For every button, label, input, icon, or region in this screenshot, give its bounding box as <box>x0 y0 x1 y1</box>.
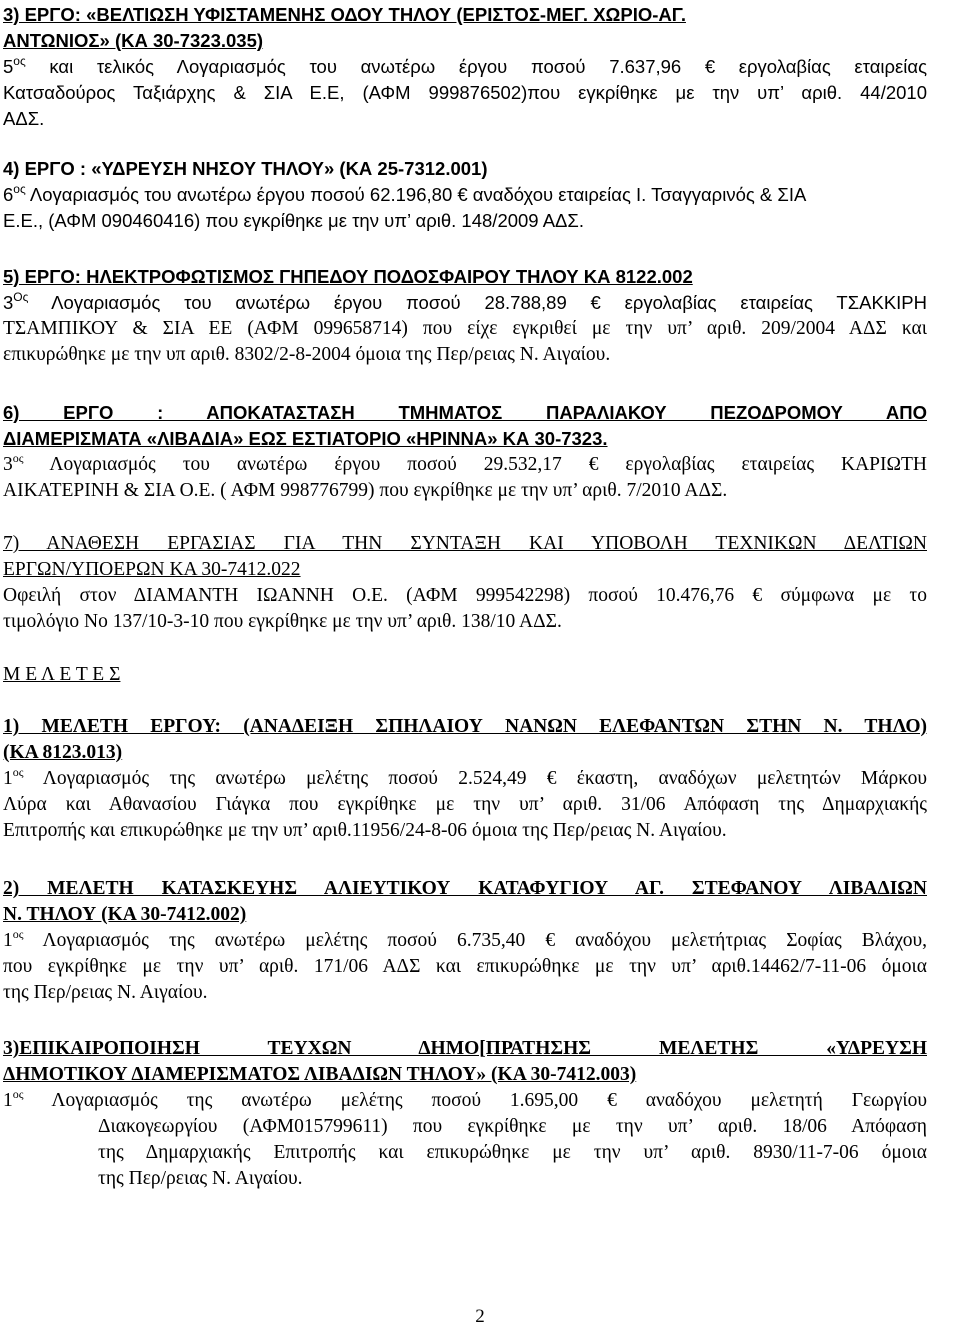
study-3-title-line-2: ΔΗΜΟΤΙΚΟΥ ΔΙΑΜΕΡΙΣΜΑΤΟΣ ΛΙΒΑΔΙΩΝ ΤΗΛΟΥ» (ΚΑ 30-7412.003) <box>3 1064 637 1085</box>
ordinal: 5 <box>3 56 14 77</box>
section-3-title-line-1: 3) ΕΡΓΟ: «ΒΕΛΤΙΩΣΗ ΥΦΙΣΤΑΜΕΝΗΣ ΟΔΟΥ ΤΗΛΟΥ (ΕΡΙΣΤΟΣ-ΜΕΓ. ΧΩΡΙΟ-ΑΓ. <box>3 4 686 25</box>
body-text: Λογαριασμός της ανωτέρω μελέτης ποσού 6.735,40 € αναδόχου μελετήτριας Σοφίας Βλάχου, <box>23 930 927 951</box>
study-3-body-line-2: Διακογεωργίου (ΑΦΜ015799611) που εγκρίθηκε με την υπ’ αριθ. 18/06 Απόφαση <box>98 1116 927 1137</box>
section-7-body-line-1: Οφειλή στον ΔΙΑΜΑΝΤΗ ΙΩΑΝΝΗ Ο.Ε. (ΑΦΜ 999542298) ποσού 10.476,76 € σύμφωνα με το <box>3 585 927 606</box>
studies-heading: Μ Ε Λ Ε Τ Ε Σ <box>3 664 121 685</box>
ordinal: 1 <box>3 1090 13 1111</box>
section-4-title: 4) ΕΡΓΟ : «ΥΔΡΕΥΣΗ ΝΗΣΟΥ ΤΗΛΟΥ» (ΚΑ 25-7312.001) <box>3 158 488 179</box>
study-1-body-line-2: Λύρα και Αθανασίου Γιάγκα που εγκρίθηκε με την υπ’ αριθ. 31/06 Απόφαση της Δημαρχιακής <box>3 794 927 815</box>
section-6-title-line-1: 6) ΕΡΓΟ : ΑΠΟΚΑΤΑΣΤΑΣΗ ΤΜΗΜΑΤΟΣ ΠΑΡΑΛΙΑΚΟΥ ΠΕΖΟΔΡΟΜΟΥ ΑΠΟ <box>3 402 927 423</box>
section-7 <box>3 531 927 635</box>
studies-section <box>3 662 927 688</box>
ordinal-suffix: ος <box>13 181 26 196</box>
body-text: Λογαριασμός του ανωτέρω έργου ποσού 29.532,17 € εργολαβίας εταιρείας ΚΑΡΙΩΤΗ <box>23 454 927 475</box>
section-4 <box>3 156 927 234</box>
ordinal: 3 <box>3 292 14 313</box>
section-7-title-line-1: 7) ΑΝΑΘΕΣΗ ΕΡΓΑΣΙΑΣ ΓΙΑ ΤΗΝ ΣΥΝΤΑΞΗ ΚΑΙ ΥΠΟΒΟΛΗ ΤΕΧΝΙΚΩΝ ΔΕΛΤΙΩΝ <box>3 533 927 554</box>
section-4-body-line-1 <box>3 182 927 208</box>
study-1-title-line-1: 1) ΜΕΛΕΤΗ ΕΡΓΟΥ: (ΑΝΑΔΕΙΞΗ ΣΠΗΛΑΙΟΥ ΝΑΝΩΝ ΕΛΕΦΑΝΤΩΝ ΣΤΗΝ Ν. ΤΗΛΟ) <box>3 716 927 737</box>
study-2 <box>3 876 927 1006</box>
section-7-body-line-2: τιμολόγιο Νο 137/10-3-10 που εγκρίθηκε με την υπ’ αριθ. 138/10 ΑΔΣ. <box>3 611 562 632</box>
ordinal-suffix: ος <box>13 53 26 68</box>
study-3-body-line-4: της Περ/ρειας Ν. Αιγαίου. <box>98 1168 303 1189</box>
body-text: και τελικός Λογαριασμός του ανωτέρω έργου ποσού 7.637,96 € εργολαβίας εταιρείας <box>25 56 927 77</box>
section-6-body-line-1 <box>3 452 927 478</box>
ordinal: 1 <box>3 768 13 789</box>
study-2-title-line-2: Ν. ΤΗΛΟΥ (ΚΑ 30-7412.002) <box>3 904 247 925</box>
ordinal: 3 <box>3 454 13 475</box>
body-text: Λογαριασμός της ανωτέρω μελέτης ποσού 2.524,49 € έκαστη, αναδόχων μελετητών Μάρκου <box>23 768 927 789</box>
ordinal: 6 <box>3 184 14 205</box>
study-2-body-line-3: της Περ/ρειας Ν. Αιγαίου. <box>3 982 208 1003</box>
section-4-body-line-2: Ε.Ε., (ΑΦΜ 090460416) που εγκρίθηκε με την υπ’ αριθ. 148/2009 ΑΔΣ. <box>3 210 584 231</box>
body-text: Λογαριασμός της ανωτέρω μελέτης ποσού 1.695,00 € αναδόχου μελετητή Γεωργίου <box>23 1090 927 1111</box>
section-3-body-line-2: Κατσαδούρος Ταξιάρχης & ΣΙΑ Ε.Ε, (ΑΦΜ 999876502)που εγκρίθηκε με την υπ’ αριθ. 44/2010 <box>3 82 927 103</box>
study-3 <box>3 1036 927 1192</box>
section-5-body-line-1 <box>3 290 927 316</box>
study-2-body-line-2: που εγκρίθηκε με την υπ’ αριθ. 171/06 ΑΔΣ και επικυρώθηκε με την υπ’ αριθ.14462/7-11-06 όμοια <box>3 956 927 977</box>
ordinal-suffix: ος <box>12 1086 24 1101</box>
section-3-body-line-1 <box>3 54 927 80</box>
section-5-body-line-2: ΤΣΑΜΠΙΚΟΥ & ΣΙΑ ΕΕ (ΑΦΜ 099658714) που είχε εγκριθεί με την υπ’ αριθ. 209/2004 ΑΔΣ και <box>3 318 927 339</box>
section-7-title-line-2: ΕΡΓΩΝ/ΥΠΟΕΡΩΝ ΚΑ 30-7412.022 <box>3 559 301 580</box>
ordinal-suffix: ος <box>12 450 24 465</box>
section-3-body-line-3: ΑΔΣ. <box>3 108 45 129</box>
study-3-title-line-1: 3)ΕΠΙΚΑΙΡΟΠΟΙΗΣΗ ΤΕΥΧΩΝ ΔΗΜΟ[ΠΡΑΤΗΣΗΣ ΜΕΛΕΤΗΣ «ΥΔΡΕΥΣΗ <box>3 1038 927 1059</box>
study-3-body-line-1 <box>3 1088 927 1114</box>
section-3-title-line-2: ΑΝΤΩΝΙΟΣ» (ΚΑ 30-7323.035) <box>3 30 264 51</box>
study-3-body-line-3: της Δημαρχιακής Επιτροπής και επικυρώθηκε με την υπ’ αριθ. 8930/11-7-06 όμοια <box>98 1142 927 1163</box>
study-2-body-line-1 <box>3 928 927 954</box>
ordinal-suffix: ος <box>12 926 24 941</box>
ordinal: 1 <box>3 930 13 951</box>
page-number: 2 <box>475 1306 485 1327</box>
study-2-title-line-1: 2) ΜΕΛΕΤΗ ΚΑΤΑΣΚΕΥΗΣ ΑΛΙΕΥΤΙΚΟΥ ΚΑΤΑΦΥΓΙΟΥ ΑΓ. ΣΤΕΦΑΝΟΥ ΛΙΒΑΔΙΩΝ <box>3 878 927 899</box>
body-text: Λογαριασμός του ανωτέρω έργου ποσού 62.196,80 € αναδόχου εταιρείας Ι. Τσαγγαρινός & ΣΙΑ <box>25 184 807 205</box>
ordinal-suffix: ος <box>12 764 24 779</box>
study-1-title-line-2: (ΚΑ 8123.013) <box>3 742 123 763</box>
section-5 <box>3 264 927 368</box>
ordinal-suffix: Ος <box>13 289 29 304</box>
study-1-body-line-1 <box>3 766 927 792</box>
section-6-title-line-2: ΔΙΑΜΕΡΙΣΜΑΤΑ «ΛΙΒΑΔΙΑ» ΕΩΣ ΕΣΤΙΑΤΟΡΙΟ «ΗΡΙΝΝΑ» ΚΑ 30-7323. <box>3 428 608 449</box>
body-text: Λογαριασμός του ανωτέρω έργου ποσού 28.788,89 € εργολαβίας εταιρείας ΤΣΑΚΚΙΡΗ <box>28 292 927 313</box>
section-6-body-line-2: ΑΙΚΑΤΕΡΙΝΗ & ΣΙΑ Ο.Ε. ( ΑΦΜ 998776799) που εγκρίθηκε με την υπ’ αριθ. 7/2010 ΑΔΣ. <box>3 480 728 501</box>
study-1 <box>3 714 927 844</box>
section-3 <box>3 2 927 132</box>
section-5-body-line-3: επικυρώθηκε με την υπ αριθ. 8302/2-8-2004 όμοια της Περ/ρειας Ν. Αιγαίου. <box>3 344 611 365</box>
study-1-body-line-3: Επιτροπής και επικυρώθηκε με την υπ’ αριθ.11956/24-8-06 όμοια της Περ/ρειας Ν. Αιγαίου. <box>3 820 727 841</box>
section-5-title: 5) ΕΡΓΟ: ΗΛΕΚΤΡΟΦΩΤΙΣΜΟΣ ΓΗΠΕΔΟΥ ΠΟΔΟΣΦΑΙΡΟΥ ΤΗΛΟΥ ΚΑ 8122.002 <box>3 266 693 287</box>
section-6 <box>3 400 927 504</box>
